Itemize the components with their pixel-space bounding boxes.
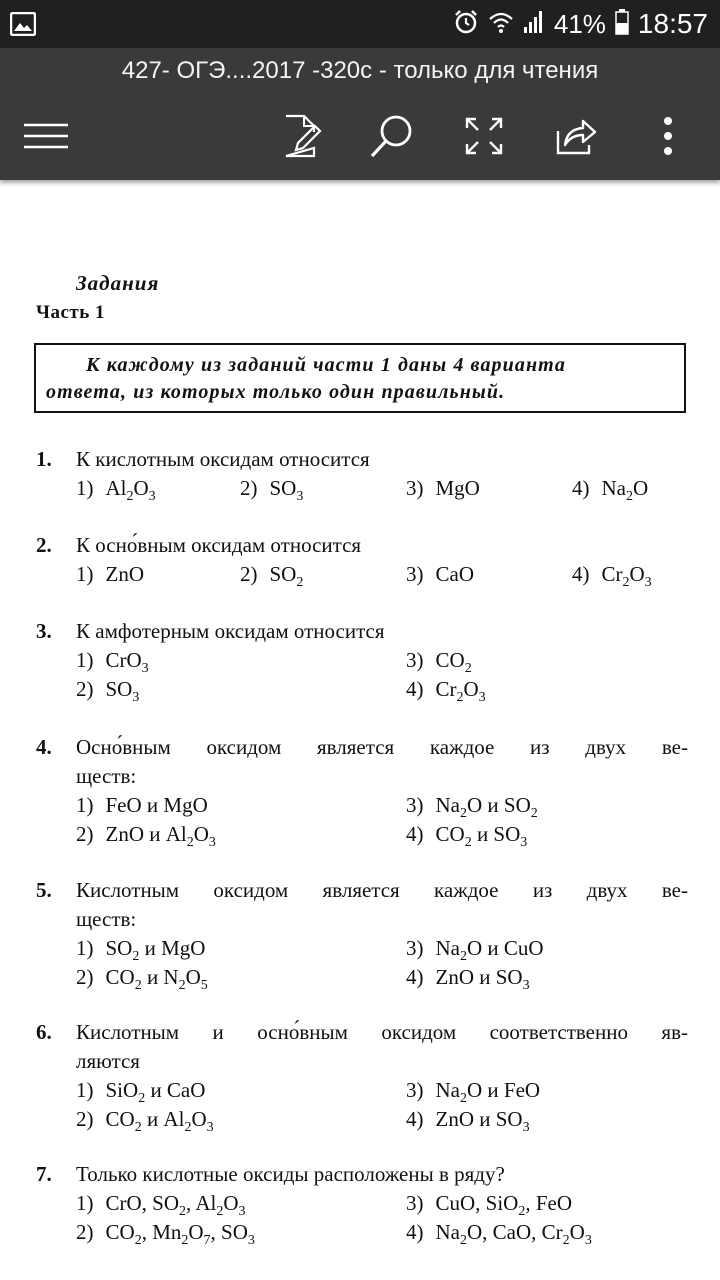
- section-heading: Задания: [76, 271, 160, 295]
- formula-subscript: 2: [562, 1233, 570, 1248]
- formula-text: , Mn: [141, 1220, 182, 1244]
- formula-subscript: 2: [460, 1233, 467, 1248]
- document-page[interactable]: [0, 180, 720, 1280]
- question-number: 3.: [36, 619, 52, 643]
- formula-subscript: 2: [186, 835, 194, 850]
- formula-text: O и CuO: [467, 936, 544, 960]
- formula-subscript: 2: [138, 1091, 146, 1106]
- formula-text: Al: [105, 476, 127, 500]
- formula-text: O и SO: [467, 793, 531, 817]
- formula-text: O: [193, 822, 209, 846]
- formula-subscript: 3: [644, 575, 652, 590]
- option-number: 4): [572, 476, 590, 500]
- question-number: 7.: [36, 1162, 52, 1186]
- answer-option[interactable]: [76, 965, 208, 993]
- formula-text: и MgO: [139, 936, 206, 960]
- formula-text: O: [633, 476, 649, 500]
- alarm-icon: [453, 9, 479, 40]
- formula-subscript: 3: [296, 489, 304, 504]
- answer-option[interactable]: [76, 562, 144, 587]
- formula-text: O: [188, 1220, 204, 1244]
- option-number: 2): [76, 677, 94, 701]
- formula-subscript: 3: [141, 661, 149, 676]
- question-text-continued: ляются: [76, 1049, 140, 1073]
- instructions-line: К каждому из заданий части 1 даны 4 варианта: [86, 354, 566, 376]
- formula-text: MgO: [435, 476, 480, 500]
- formula-subscript: 3: [520, 835, 528, 850]
- formula-text: O: [185, 965, 201, 989]
- instructions-box: [34, 343, 686, 413]
- formula-subscript: 2: [179, 1204, 187, 1219]
- option-number: 4): [406, 822, 424, 846]
- formula-text: CuO, SiO: [435, 1191, 519, 1215]
- formula-text: CO: [435, 648, 465, 672]
- option-number: 3): [406, 562, 424, 586]
- formula-subscript: 3: [522, 1120, 530, 1135]
- formula-text: O: [133, 476, 149, 500]
- answer-option[interactable]: [572, 476, 649, 504]
- answer-option[interactable]: [240, 562, 304, 590]
- answer-option[interactable]: [76, 476, 156, 504]
- formula-text: SO: [269, 476, 297, 500]
- instructions-line: ответа, из которых только один правильный.: [46, 381, 506, 403]
- option-number: 1): [76, 562, 94, 586]
- app-bar: [0, 48, 720, 180]
- formula-subscript: 3: [247, 1233, 255, 1248]
- formula-text: CO: [105, 1107, 135, 1131]
- share-icon[interactable]: [548, 108, 604, 164]
- formula-text: ZnO: [105, 562, 144, 586]
- formula-subscript: 2: [178, 978, 186, 993]
- formula-text: и CaO: [145, 1078, 206, 1102]
- formula-subscript: 2: [530, 806, 538, 821]
- answer-option[interactable]: [76, 1107, 214, 1135]
- formula-text: O и FeO: [467, 1078, 541, 1102]
- option-number: 1): [76, 1191, 94, 1215]
- answer-option[interactable]: [76, 936, 206, 964]
- formula-text: Na: [435, 793, 460, 817]
- answer-option[interactable]: [76, 648, 149, 676]
- formula-text: Cr: [435, 677, 457, 701]
- formula-text: Na: [435, 1220, 460, 1244]
- answer-option[interactable]: [406, 965, 530, 993]
- option-number: 1): [76, 648, 94, 672]
- option-number: 3): [406, 648, 424, 672]
- formula-text: O: [463, 677, 479, 701]
- formula-text: , FeO: [525, 1191, 573, 1215]
- formula-text: , SO: [210, 1220, 248, 1244]
- option-number: 4): [406, 1107, 424, 1131]
- edit-document-icon[interactable]: [274, 108, 330, 164]
- formula-subscript: 2: [134, 1120, 142, 1135]
- option-number: 4): [406, 1220, 424, 1244]
- search-icon[interactable]: [364, 108, 420, 164]
- option-number: 3): [406, 1191, 424, 1215]
- formula-subscript: 3: [522, 978, 530, 993]
- question-text: К кислотным оксидам относится: [76, 447, 370, 471]
- part-heading: Часть 1: [36, 302, 106, 323]
- answer-option[interactable]: [76, 677, 140, 705]
- formula-subscript: 2: [216, 1204, 224, 1219]
- question-number: 5.: [36, 878, 52, 902]
- option-number: 3): [406, 936, 424, 960]
- formula-text: O, CaO, Cr: [467, 1220, 563, 1244]
- status-bar: [0, 0, 720, 48]
- formula-subscript: 2: [518, 1204, 526, 1219]
- answer-option[interactable]: [406, 1078, 541, 1106]
- formula-text: Na: [435, 1078, 460, 1102]
- answer-option[interactable]: [76, 1191, 246, 1219]
- formula-text: O: [223, 1191, 239, 1215]
- formula-subscript: 2: [134, 978, 142, 993]
- formula-subscript: 2: [184, 1120, 192, 1135]
- option-number: 1): [76, 936, 94, 960]
- formula-subscript: 2: [126, 489, 134, 504]
- formula-subscript: 2: [460, 949, 467, 964]
- more-vert-icon[interactable]: [640, 108, 696, 164]
- option-number: 3): [406, 476, 424, 500]
- formula-text: и SO: [471, 822, 521, 846]
- formula-text: SiO: [105, 1078, 139, 1102]
- question-text-continued: ществ:: [76, 907, 137, 931]
- option-number: 1): [76, 476, 94, 500]
- question-text: Осно́вным оксидом является каждое из двух ве-: [76, 735, 688, 759]
- answer-option[interactable]: [406, 1107, 530, 1135]
- formula-text: CrO, SO: [105, 1191, 180, 1215]
- formula-subscript: 3: [584, 1233, 592, 1248]
- formula-text: Na: [601, 476, 626, 500]
- formula-text: , Al: [186, 1191, 217, 1215]
- answer-option[interactable]: [76, 793, 208, 818]
- wifi-icon: [488, 10, 514, 39]
- answer-option[interactable]: [406, 822, 528, 850]
- formula-text: ZnO и SO: [435, 965, 523, 989]
- fullscreen-icon[interactable]: [456, 108, 512, 164]
- option-number: 2): [76, 1220, 94, 1244]
- formula-subscript: 2: [296, 575, 304, 590]
- question-number: 6.: [36, 1020, 52, 1044]
- formula-subscript: 3: [478, 690, 486, 705]
- formula-subscript: 5: [200, 978, 208, 993]
- question-text: Только кислотные оксиды расположены в ряду?: [76, 1162, 505, 1186]
- clock: 18:57: [637, 8, 708, 39]
- formula-subscript: 2: [460, 1091, 467, 1106]
- answer-option[interactable]: [406, 936, 544, 964]
- formula-text: Cr: [601, 562, 623, 586]
- question-text: К амфотерным оксидам относится: [76, 619, 385, 643]
- option-number: 1): [76, 1078, 94, 1102]
- formula-text: O: [569, 1220, 585, 1244]
- formula-text: O: [629, 562, 645, 586]
- option-number: 3): [406, 1078, 424, 1102]
- formula-subscript: 3: [238, 1204, 246, 1219]
- formula-subscript: 3: [132, 690, 140, 705]
- formula-subscript: 7: [203, 1233, 211, 1248]
- gallery-notification-icon: [10, 12, 36, 41]
- option-number: 2): [76, 965, 94, 989]
- formula-text: O: [191, 1107, 207, 1131]
- formula-text: CrO: [105, 648, 142, 672]
- formula-subscript: 3: [148, 489, 156, 504]
- option-number: 4): [406, 677, 424, 701]
- document-title: 427- ОГЭ....2017 -320с - только для чтения: [121, 57, 599, 84]
- formula-subscript: 2: [622, 575, 630, 590]
- option-number: 2): [240, 476, 258, 500]
- question-text-continued: ществ:: [76, 764, 137, 788]
- formula-subscript: 2: [456, 690, 464, 705]
- answer-option[interactable]: [406, 648, 472, 676]
- formula-subscript: 2: [134, 1233, 142, 1248]
- menu-icon[interactable]: [18, 108, 74, 164]
- formula-subscript: 2: [464, 835, 472, 850]
- formula-text: SO: [105, 936, 133, 960]
- formula-text: CO: [435, 822, 465, 846]
- formula-text: CO: [105, 965, 135, 989]
- question-number: 1.: [36, 447, 52, 471]
- formula-subscript: 3: [206, 1120, 214, 1135]
- option-number: 2): [76, 822, 94, 846]
- battery-icon: [615, 9, 629, 40]
- answer-option[interactable]: [406, 476, 480, 501]
- battery-percent: 41%: [553, 8, 606, 39]
- option-number: 1): [76, 793, 94, 817]
- signal-icon: [523, 10, 545, 39]
- answer-option[interactable]: [76, 822, 216, 850]
- option-number: 2): [76, 1107, 94, 1131]
- answer-option[interactable]: [406, 677, 486, 705]
- answer-option[interactable]: [76, 1220, 255, 1248]
- option-number: 4): [406, 965, 424, 989]
- answer-option[interactable]: [406, 562, 474, 587]
- formula-text: и Al: [141, 1107, 185, 1131]
- formula-text: CO: [105, 1220, 135, 1244]
- formula-text: и N: [141, 965, 179, 989]
- formula-text: ZnO и SO: [435, 1107, 523, 1131]
- option-number: 4): [572, 562, 590, 586]
- answer-option[interactable]: [406, 793, 538, 821]
- question-number: 4.: [36, 735, 52, 759]
- option-number: 3): [406, 793, 424, 817]
- formula-text: Na: [435, 936, 460, 960]
- formula-text: FeO и MgO: [105, 793, 208, 817]
- formula-subscript: 3: [208, 835, 216, 850]
- answer-option[interactable]: [240, 476, 304, 504]
- question-text: Кислотным и осно́вным оксидом соответственно яв-: [76, 1020, 688, 1044]
- answer-option[interactable]: [76, 1078, 206, 1106]
- question-text: К осно́вным оксидам относится: [76, 533, 362, 557]
- option-number: 2): [240, 562, 258, 586]
- formula-subscript: 2: [132, 949, 140, 964]
- formula-subscript: 2: [460, 806, 467, 821]
- answer-option[interactable]: [406, 1191, 573, 1219]
- formula-text: SO: [105, 677, 133, 701]
- answer-option[interactable]: [572, 562, 652, 590]
- question-number: 2.: [36, 533, 52, 557]
- answer-option[interactable]: [406, 1220, 592, 1248]
- formula-text: ZnO и Al: [105, 822, 187, 846]
- question-text: Кислотным оксидом является каждое из двух ве-: [76, 878, 688, 902]
- formula-subscript: 2: [464, 661, 472, 676]
- formula-text: SO: [269, 562, 297, 586]
- formula-subscript: 2: [626, 489, 633, 504]
- formula-subscript: 2: [181, 1233, 189, 1248]
- formula-text: CaO: [435, 562, 474, 586]
